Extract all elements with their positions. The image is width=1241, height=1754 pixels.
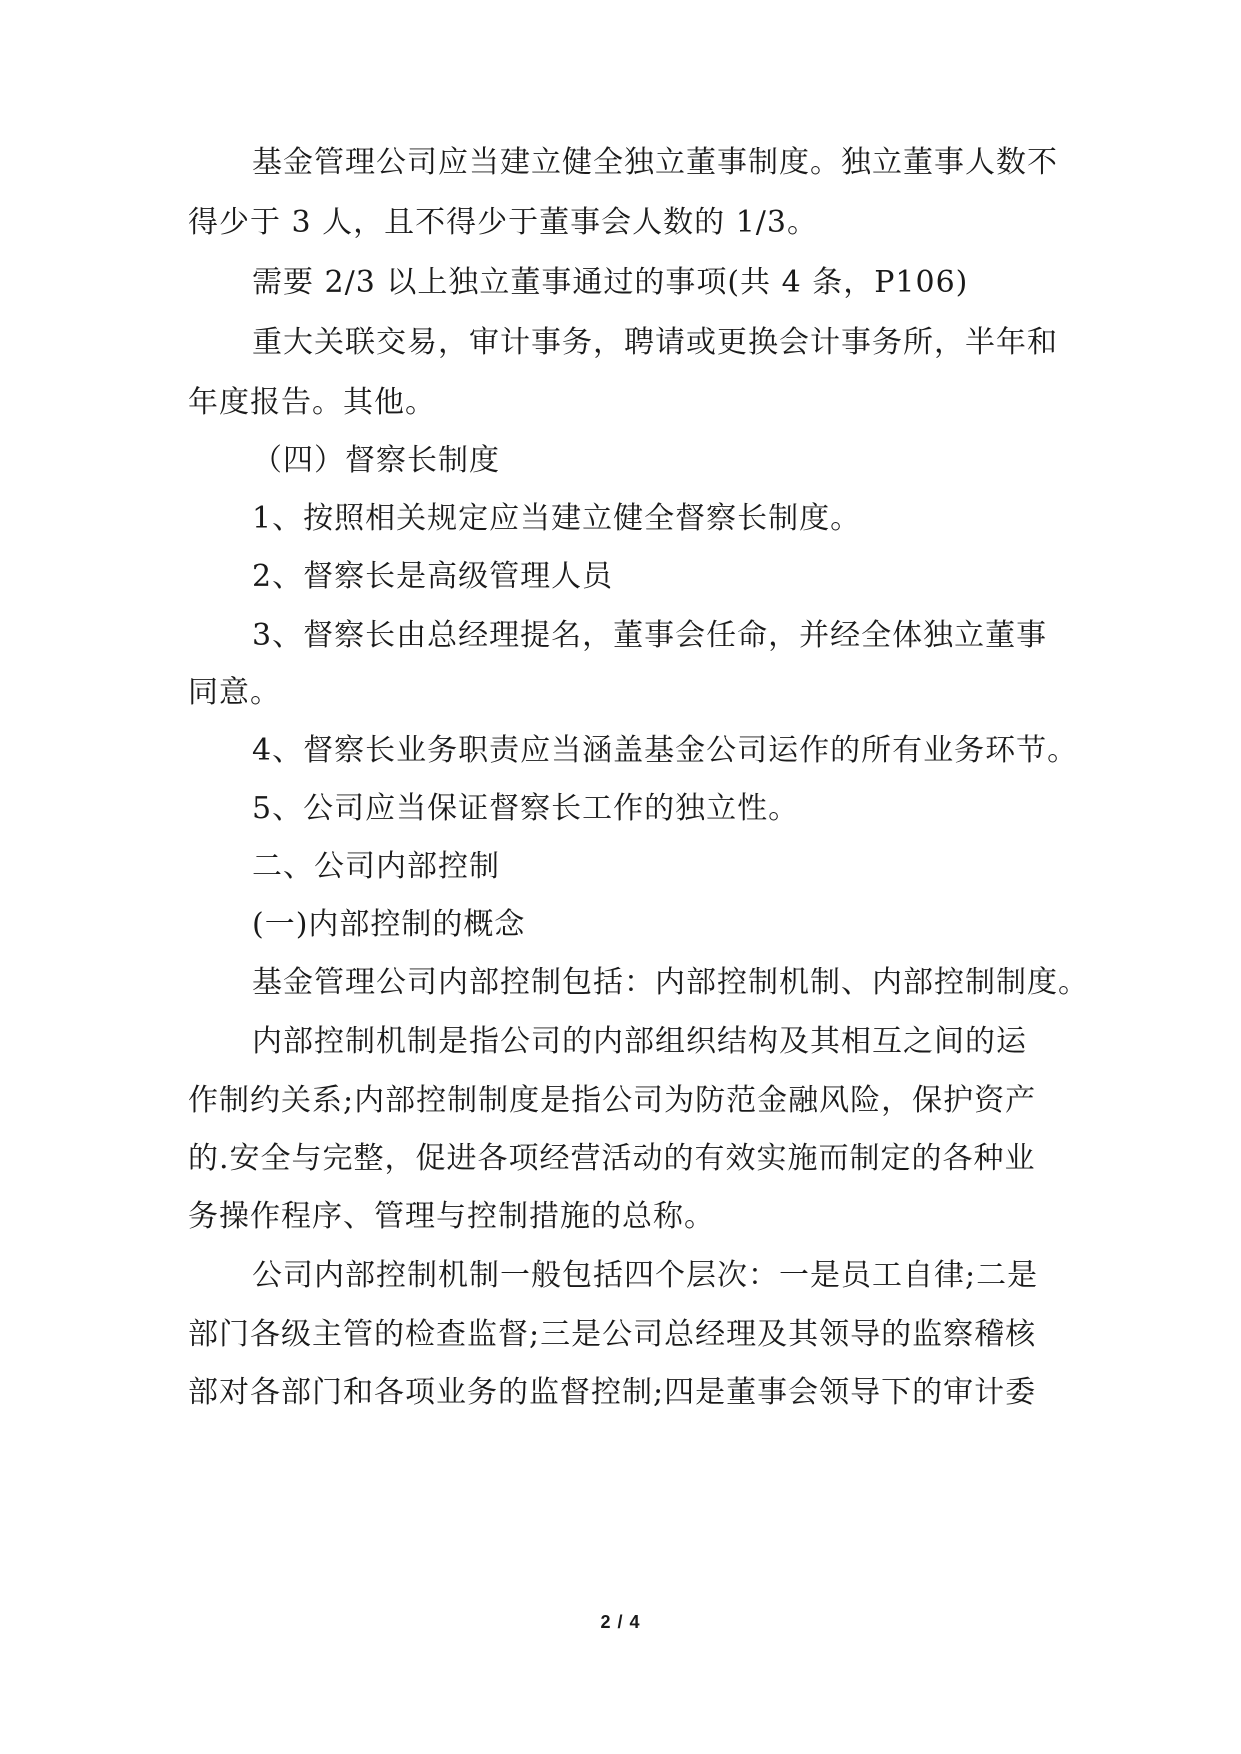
section-heading-internal-control: 二、公司内部控制 [252,849,500,884]
paragraph-four-levels-line-1: 公司内部控制机制一般包括四个层次：一是员工自律;二是 [252,1258,1039,1293]
paragraph-definition-line-3: 的.安全与完整，促进各项经营活动的有效实施而制定的各种业 [188,1141,1036,1176]
page-number: 2 / 4 [600,1612,641,1632]
paragraph-independent-directors-line-2: 得少于 3 人，且不得少于董事会人数的 1/3。 [188,205,818,240]
list-item-3-line-1: 3、督察长由总经理提名，董事会任命，并经全体独立董事 [252,618,1048,653]
paragraph-matters-list-line-2: 年度报告。其他。 [188,385,436,420]
list-item-5: 5、公司应当保证督察长工作的独立性。 [252,791,800,826]
paragraph-independent-directors-line-1: 基金管理公司应当建立健全独立董事制度。独立董事人数不 [252,145,1058,180]
list-item-2: 2、督察长是高级管理人员 [252,559,614,594]
subsection-heading-concept: (一)内部控制的概念 [252,907,526,942]
section-heading-supervisor: （四）督察长制度 [252,443,500,478]
paragraph-two-thirds-matters: 需要 2/3 以上独立董事通过的事项(共 4 条，P106) [252,265,969,300]
paragraph-definition-line-1: 内部控制机制是指公司的内部组织结构及其相互之间的运 [252,1024,1027,1059]
paragraph-four-levels-line-3: 部对各部门和各项业务的监督控制;四是董事会领导下的审计委 [188,1375,1037,1410]
paragraph-four-levels-line-2: 部门各级主管的检查监督;三是公司总经理及其领导的监察稽核 [188,1317,1037,1352]
paragraph-internal-control-includes: 基金管理公司内部控制包括：内部控制机制、内部控制制度。 [252,965,1089,1000]
list-item-3-line-2: 同意。 [188,675,281,710]
paragraph-matters-list-line-1: 重大关联交易，审计事务，聘请或更换会计事务所，半年和 [252,325,1058,360]
list-item-4: 4、督察长业务职责应当涵盖基金公司运作的所有业务环节。 [252,733,1079,768]
paragraph-definition-line-4: 务操作程序、管理与控制措施的总称。 [188,1199,715,1234]
list-item-1: 1、按照相关规定应当建立健全督察长制度。 [252,501,862,536]
paragraph-definition-line-2: 作制约关系;内部控制制度是指公司为防范金融风险，保护资产 [188,1083,1037,1118]
